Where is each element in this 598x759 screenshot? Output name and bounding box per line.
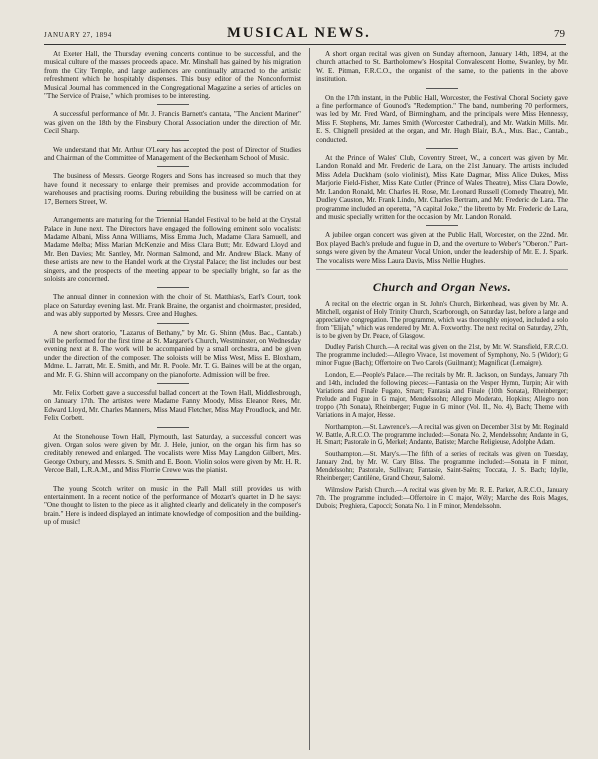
article-paragraph: At Exeter Hall, the Thursday evening concerts continue to be successful, and the musical culture of the masses proceeds apace. Mr. Minshall has gained by his migration from the City Temple, and large audiences are continually attracted to the artistic refreshment which he hospitably dispenses. This busy editor of the Nonconformist Musical Journal has commenced in the Congregational Magazine a series of articles on "The Service of Praise," which promises to be interesting.	[44, 50, 301, 101]
article-paragraph: A successful performance of Mr. J. Francis Barnett's cantata, "The Ancient Mariner" was given on the 18th by the Finsbury Choral Association under the direction of Mr. Cecil Sharp.	[44, 110, 301, 136]
article-separator	[426, 225, 458, 226]
article-separator	[157, 323, 189, 324]
left-column	[44, 50, 301, 754]
article-separator	[157, 427, 189, 428]
church-news-item: Wilmslow Parish Church.—A recital was given by Mr. R. E. Parker, A.R.C.O., January 7th. The programme included:—Offertoire in C major, Wély; Marche des Rois Mages, Dubois; Preghiera, Capocci; Sonata No. 1 in F minor, Mendelssohn.	[316, 486, 568, 510]
article-paragraph: The business of Messrs. George Rogers and Sons has increased so much that they have found it necessary to enlarge their premises and provide accommodation for warehouses and practising rooms. During rebuilding the business will be carried on at 17, Berners Street, W.	[44, 172, 301, 206]
church-news-item: Southampton.—St. Mary's.—The fifth of a series of recitals was given on Tuesday, January 2nd, by Mr. W. Cary Bliss. The programme included:—Sonata in F minor, Mendelssohn; Pastorale, Sullivan; Fantasie, Saint-Saëns; Toccata, J. S. Bach; Idylle, Rheinberger; Cantilène, Grand Chœur, Salomé.	[316, 451, 568, 483]
article-separator	[157, 104, 189, 105]
church-news-item: Dudley Parish Church.—A recital was given on the 21st, by Mr. W. Stansfield, F.R.C.O. The programme included:—Allegro Vivace, 1st movement of Symphony, No. 5 (Widor); G minor Fugue (Bach); Offertoire on Two Carols (Guilmant); Magnificat (Lemaigre).	[316, 344, 568, 368]
article-separator	[157, 210, 189, 211]
church-organ-heading: Church and Organ News.	[372, 279, 512, 294]
article-paragraph: A short organ recital was given on Sunday afternoon, January 14th, 1894, at the church attached to St. Bartholomew's Hospital Convalescent Home, Swanley, by Mr. W. E. Pitman, F.R.C.O., the organist of the same, to the patients in the above institution.	[316, 50, 568, 84]
article-paragraph: On the 17th instant, in the Public Hall, Worcester, the Festival Choral Society gave a fine performance of Gounod's "Redemption." The band, numbering 70 performers, was led by Mr. Fred Ward, of Birmingham, and the principals were Miss Hennessy, Miss F. Stephens, Mr. James Smith (Worcester Cathedral), and Mr. Watkin Mills. Mr. E. S. Chignell presided at the organ, and Mr. Hugh Blair, B.A., Mus. Bac., Cantab., conducted.	[316, 93, 568, 144]
section-rule	[316, 269, 568, 270]
article-paragraph: Arrangements are maturing for the Triennial Handel Festival to be held at the Crystal Palace in June next. The Directors have engaged the following eminent solo vocalists: Madame Albani, Miss Anna Williams, Miss Emma Juch, Madame Clara Samuell, and Madame Melba; Miss Marian McKenzie and Miss Clara Butt; Mr. Edward Lloyd and Mr. Ben Davies; Mr. Santley, Mr. Norman Salmond, and Mr. Andrew Black. Many of these artists are new to the Handel work at the Crystal Palace; the list includes our best singers, and the prospects of the meeting appear to be specially bright, so far as the soloists are concerned.	[44, 216, 301, 283]
article-paragraph: A new short oratorio, "Lazarus of Bethany," by Mr. G. Shinn (Mus. Bac., Cantab.) will be performed for the first time at St. Margaret's Church, Westminster, on Wednesday evening next at 8. The work will be accompanied by a small orchestra, and be given under the direction of the composer. The soloists will be Miss West, Miss E. Bloxham, Mdme. L. Jarratt, Mr. E. Smith, and Mr. R. Poole. Mr. T. G. Baines will be at the organ, and Mr. F. G. Shinn will accompany on the pianoforte. Admission will be free.	[44, 328, 301, 379]
article-paragraph: A jubilee organ concert was given at the Public Hall, Worcester, on the 22nd. Mr. Box played Bach's prelude and fugue in D, and the overture to Weber's "Oberon." Part-songs were given by the Amateur Vocal Union, under the leadership of Mr. E. J. Spark. The vocalists were Miss Laura Davis, Miss Nellie Hughes.	[316, 231, 568, 265]
church-news-item: London, E.—People's Palace.—The recitals by Mr. R. Jackson, on Sundays, January 7th and 14th, included the following pieces:—Fantasia on the Vesper Hymn, Turpin; Air with Variations and Finale Fugato, Smart; Fantasia and Finale (10th Sonata), Rheinberger; Prelude and Fugue in G major, Mendelssohn; Allegro Moderato, Hopkins; Allegro non troppo (7th Sonata), Rheinberger; Fugue in G minor (Vol. II., No. 4), Bach; Theme with Variations in A major, Hesse.	[316, 372, 568, 419]
header-rule	[44, 44, 566, 45]
article-separator	[157, 479, 189, 480]
church-news-item: Northampton.—St. Lawrence's.—A recital was given on December 31st by Mr. Reginald W. Battle, A.R.C.O. The programme included:—Sonata No. 2, Mendelssohn; Andante in G, H. Smart; Pastorale in G, Merkel; Andante, Batiste; Marche Religieuse, Adolphe Adam.	[316, 423, 568, 447]
article-separator	[157, 383, 189, 384]
article-paragraph: The young Scotch writer on music in the Pall Mall still provides us with entertainment. In a recent notice of the performance of Mozart's quartet in D he says: "One thought to listen to the piece as it alighted clearly and delicately in the composer's brain." Here is indeed displayed an intimate knowledge of composition and the building-up of music!	[44, 484, 301, 527]
church-news-item: A recital on the electric organ in St. John's Church, Birkenhead, was given by Mr. A. Mitchell, organist of Holy Trinity Church, Scarborough, on Saturday last, before a large and appreciative congregation. The programme, which was thoroughly enjoyed, included a solo from "Elijah," which was rendered by Mr. A. Foxworthy. The next recital on Saturday, 27th, is to be given by Dr. Peace, of Glasgow.	[316, 300, 568, 340]
article-separator	[157, 140, 189, 141]
issue-date: JANUARY 27, 1894	[44, 31, 112, 39]
article-paragraph: The annual dinner in connexion with the choir of St. Matthias's, Earl's Court, took place on Saturday evening last. Mr. Frank Braine, the organist and choirmaster, presided, and was ably supported by Messrs. Cree and Hughes.	[44, 293, 301, 319]
masthead-title: MUSICAL NEWS.	[227, 25, 371, 41]
right-column	[316, 50, 568, 754]
article-paragraph: At the Prince of Wales' Club, Coventry Street, W., a concert was given by Mr. Landon Ronald and Mr. Frederic de Lara, on the 21st January. The artists included Miss Adela Duckham (solo violinist), Miss Kate Dagmar, Miss Alice Dukes, Miss Marjorie Field-Fisher, Miss Kate Cutler (Prince of Wales Theatre), Miss Clara Dowle, Mr. Landon Ronald, Mr. Charles H. Rose, Mr. Leonard Russell (Comedy Theatre), Mr. Dudley Causton, Mr. Frank Lindo, Mr. Charles Bertram, and Mr. Frederic de Lara. The programme included an operetta, "A capital Joke," the libretto by Mr. Frederic de Lara, and music specially written for the occasion by Mr. Landon Ronald.	[316, 154, 568, 221]
article-separator	[426, 148, 458, 149]
article-paragraph: At the Stonehouse Town Hall, Plymouth, last Saturday, a successful concert was given. Organ solos were given by Mr. J. Hele, junior, on the organ his firm has so creditably renewed and enlarged. The vocalists were Miss May Langdon Gilbert, Mrs. George Oxbury, and Messrs. S. Smith and E. Boon. Violin solos were given by Mr. H. R. Vercoe Ball, L.R.A.M., and Miss Florrie Crewe was the pianist.	[44, 432, 301, 475]
article-separator	[157, 287, 189, 288]
article-separator	[157, 166, 189, 167]
page-number: 79	[554, 28, 565, 40]
article-paragraph: We understand that Mr. Arthur O'Leary has accepted the post of Director of Studies and Chairman of the Committee of Management of the Beckenham School of Music.	[44, 145, 301, 163]
article-paragraph: Mr. Felix Corbett gave a successful ballad concert at the Town Hall, Middlesbrough, on January 17th. The artistes were Madame Fanny Moody, Miss Eleanor Rees, Mr. Edward Lloyd, Mr. Charles Manners, Miss Maud Fletcher, Miss May Proudlock, and Mr. Felix Corbett.	[44, 389, 301, 423]
article-separator	[426, 88, 458, 89]
column-divider	[309, 48, 310, 750]
